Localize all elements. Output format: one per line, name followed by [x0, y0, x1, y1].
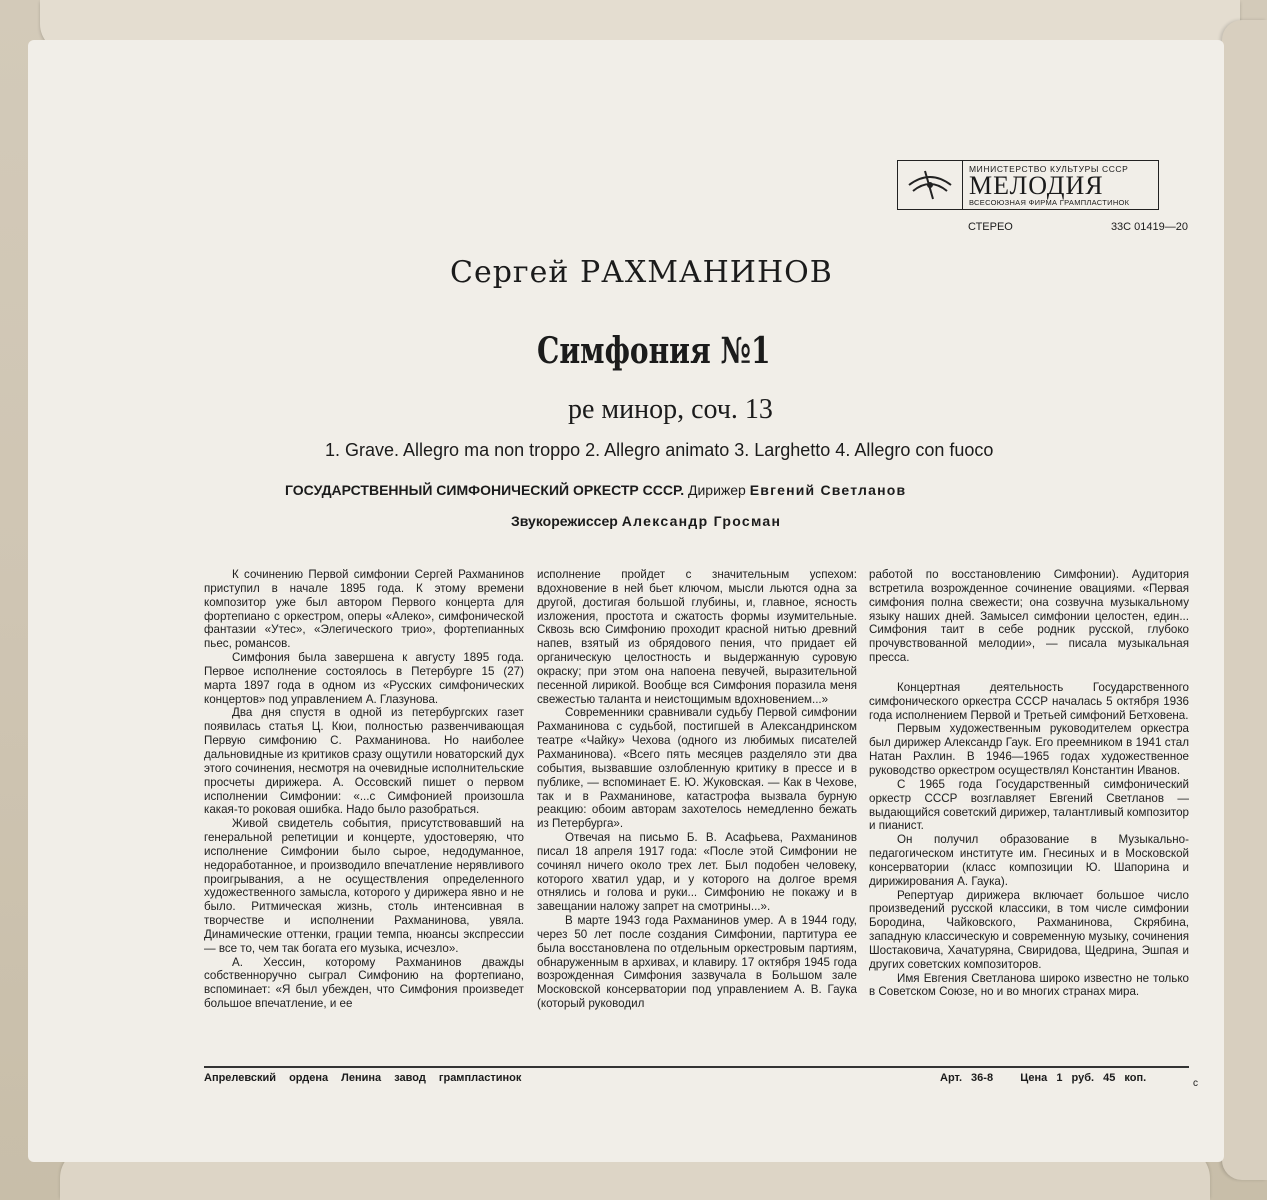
work-title: Симфония №1	[537, 330, 771, 372]
notes-paragraph: исполнение пройдет с значительным успехом: вдохновение в ней бьет ключом, мысли льются одна за другой, достигая большой глубины, и, главное, ясность изложения, простота и сжатость формы изумительные. Сквозь всю Симфонию проходит красной нитью древний напев, взятый из обрядового пения, что придает ей органическую целостность и выдержанную суровую окраску; при этом она напоена певучей, выразительной песенной лирикой. Вообще вся Симфония поразила меня свежестью таланта и неистощимым вдохновением...»	[537, 568, 857, 706]
notes-paragraph: К сочинению Первой симфонии Сергей Рахманинов приступил в начале 1895 года. К этому времени композитор уже был автором Первого концерта для фортепиано с оркестром, оперы «Алеко», симфонической фантазии «Утес», «Элегического трио», фортепианных пьес, романсов.	[204, 568, 524, 651]
logo-name: МЕЛОДИЯ	[969, 170, 1104, 200]
stereo-label: СТЕРЕО	[968, 221, 1013, 233]
notes-column-3	[869, 568, 1189, 999]
notes-paragraph: Репертуар дирижера включает большое число произведений русской классики, в том числе симфонии Бородина, Чайковского, Рахманинова, Скрябина, западную классическую и современную музыку, сочинения Шостаковича, Хачатуряна, Свиридова, Щедрина, Эшпая и других советских композиторов.	[869, 888, 1189, 971]
notes-paragraph: Он получил образование в Музыкально-педагогическом институте им. Гнесиных и в Московской консерватории (класс композиции Ю. Шапорина и дирижирования А. Гаука).	[869, 833, 1189, 888]
plant-name: Апрелевский ордена Ленина завод грампластинок	[204, 1072, 522, 1084]
engineer-name: Александр Гросман	[621, 513, 782, 529]
engineer-label: Звукорежиссер	[511, 513, 618, 529]
composer-name	[450, 255, 950, 290]
engineer-line	[511, 513, 911, 529]
notes-column-1	[204, 568, 524, 1011]
notes-paragraph: А. Хессин, которому Рахманинов дважды собственноручно сыграл Симфонию на фортепиано, вспоминает: «Я был убежден, что Симфония произведет большое впечатление, и ее	[204, 955, 524, 1011]
composer-last-name: РАХМАНИНОВ	[579, 255, 833, 290]
conductor-label: Дирижер	[687, 482, 746, 498]
notes-paragraph: Два дня спустя в одной из петербургских газет появилась статья Ц. Кюи, полностью развенчивающая Первую симфонию С. Рахманинова. Но наиболее дальновидные из критиков сразу ощутили новаторский дух этого сочинения, несмотря на очевидные исполнительские просчеты дирижера. А. Оссовский пишет о первом исполнении Симфонии: «...с Симфонией произошла какая-то роковая ошибка. Надо было разобраться.	[204, 706, 524, 817]
price: Цена 1 руб. 45 коп.	[1020, 1072, 1147, 1084]
notes-paragraph: Отвечая на письмо Б. В. Асафьева, Рахманинов писал 18 апреля 1917 года: «После этой Симфонии не сочинял ничего около трех лет. Был подобен человеку, которого хватил удар, и у которого на долгое время отнялись и голова и руки... Симфонию не покажу и в завещании наложу запрет на смотрины...».	[537, 831, 857, 914]
performers-line	[285, 482, 1105, 498]
movements-list: 1. Grave. Allegro ma non troppo 2. Allegro animato 3. Larghetto 4. Allegro con fuoco	[325, 440, 994, 460]
composer-first-name: Сергей	[450, 255, 570, 290]
price-info	[940, 1072, 1146, 1084]
conductor-name: Евгений Светланов	[749, 482, 907, 498]
notes-paragraph: Современники сравнивали судьбу Первой симфонии Рахманинова с судьбой, постигшей в Александринском театре «Чайку» Чехова (одного из любимых писателей Рахманинова). «Всего пять месяцев разделяло эти два события, вызвавшие озлобленную критику в прессе и в публике, — вспоминает Е. Ю. Жуковская. — Как в Чехове, так и в Рахманинове, катастрофа вызвала бурную реакцию: обоим авторам захотелось немедленно бежать из Петербурга».	[537, 706, 857, 831]
notes-paragraph: Концертная деятельность Государственного симфонического оркестра СССР началась 5 октября 1936 года исполнением Первой и Третьей симфоний Бетховена.	[869, 680, 1189, 722]
notes-paragraph: работой по восстановлению Симфонии). Аудитория встретила возрожденное сочинение овациями. «Первая симфония полна свежести; она созвучна музыкальному языку наших дней. Замысел симфонии целостен, един... Симфония таит в себе родник русской, глубоко прочувствованной мелодии», — писала музыкальная пресса.	[869, 568, 1189, 665]
notes-paragraph: С 1965 года Государственный симфонический оркестр СССР возглавляет Евгений Светланов — выдающийся советский дирижер, талантливый композитор и пианист.	[869, 777, 1189, 833]
catalog-number: 33С 01419—20	[1110, 221, 1188, 233]
notes-paragraph: Живой свидетель события, присутствовавший на генеральной репетиции и концерте, удостоверяю, что исполнение Симфонии было сырое, недодуманное, недоработанное, и производило впечатление нерявливого проигрывания, а не осуществления определенного художественного замысла, которого у дирижера явно и не было. Ритмическая жизнь, столь интенсивная в творчестве и исполнении Рахманинова, увяла. Динамические оттенки, грации темпа, нюансы экспрессии — все то, чем так богата его музыка, исчезло».	[204, 817, 524, 955]
notes-paragraph: Первым художественным руководителем оркестра был дирижер Александр Гаук. Его преемником в 1941 стал Натан Рахлин. В 1946—1965 годах художественное руководство оркестром осуществлял Константин Иванов.	[869, 722, 1189, 777]
melodiya-emblem-icon	[897, 160, 963, 210]
notes-paragraph: Имя Евгения Светланова широко известно не только в Советском Союзе, но и во многих странах мира.	[869, 971, 1189, 999]
notes-paragraph: В марте 1943 года Рахманинов умер. А в 1944 году, через 50 лет после создания Симфонии, партитура ее была восстановлена по отдельным оркестровым партиям, обнаруженным в архивах, и клавиру. 17 октября 1945 года возрожденная Симфония зазвучала в Большом зале Московской консерватории под управлением А. В. Гаука (который руководил	[537, 914, 857, 1011]
logo-firm: ВСЕСОЮЗНАЯ ФИРМА ГРАМПЛАСТИНОК	[969, 197, 1130, 207]
work-subtitle: ре минор, соч. 13	[568, 394, 773, 425]
article-number: Арт. 36-8	[940, 1072, 994, 1084]
logo-ministry: МИНИСТЕРСТВО КУЛЬТУРЫ СССР	[969, 163, 1129, 174]
orchestra-name: ГОСУДАРСТВЕННЫЙ СИМФОНИЧЕСКИЙ ОРКЕСТР СССР.	[285, 482, 685, 498]
melodiya-logo	[897, 160, 1159, 210]
release-info	[968, 221, 1188, 233]
copyright-mark: с	[1193, 1078, 1198, 1089]
notes-paragraph: Симфония была завершена к августу 1895 года. Первое исполнение состоялось в Петербурге 15 (27) марта 1897 года в одном из «Русских симфонических концертов» под управлением А. Глазунова.	[204, 651, 524, 706]
melodiya-logo-text	[963, 160, 1159, 210]
footer-divider	[204, 1066, 1189, 1068]
sleeve-right-flap	[1222, 20, 1267, 1180]
notes-column-2	[537, 568, 857, 1011]
